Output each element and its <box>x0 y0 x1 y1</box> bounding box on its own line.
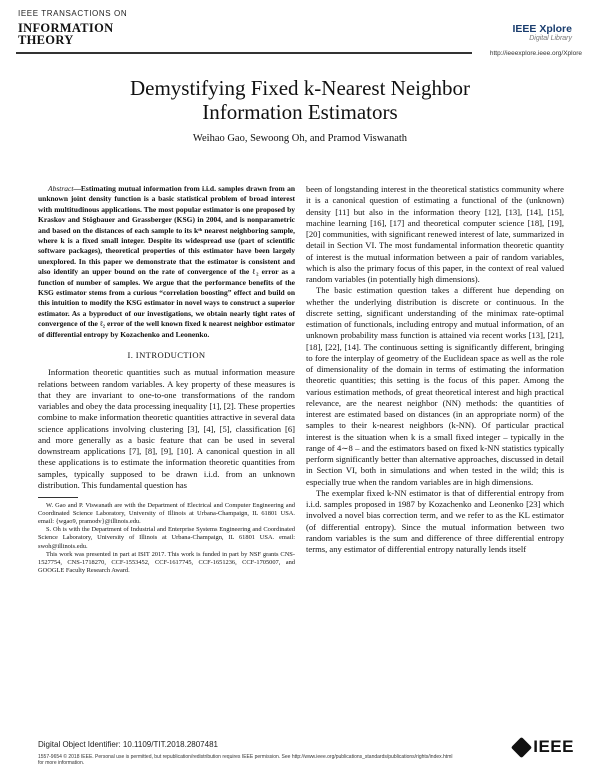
abstract <box>38 184 295 340</box>
abstract-text: —Estimating mutual information from i.i.d. samples drawn from an unknown joint density function is a basic statistical problem of broad interest with multitudinous applications. The most popular estimator is one proposed by Kraskov and Stögbauer and Grassberger (KSG) in 2004, and is nonparametric and based on the distances of each sample to its kᵗʰ nearest neighboring sample, where k is a fixed small integer. Despite its widespread use (part of scientific software packages), theoretical properties of this estimator have been largely unexplored. In this paper we demonstrate that the estimator is consistent and also identify an upper bound on the rate of convergence of the ℓ₂ error as a function of number of samples. We argue that the performance benefits of the KSG estimator stems from a curious “correlation boosting” effect and build on this intuition to modify the KSG estimator in novel ways to construct a superior estimator. As a byproduct of our investigations, we obtain nearly tight rates of convergence of the ℓ₂ error of the well known fixed k nearest neighbor estimator of differential entropy by Kozachenko and Leonenko. <box>38 184 295 339</box>
ieee-logo-text: IEEE <box>533 737 574 756</box>
author-list: Weihao Gao, Sewoong Oh, and Pramod Viswanath <box>192 133 408 144</box>
left-column <box>38 184 295 575</box>
journal-name-line1: INFORMATION <box>18 21 114 35</box>
copyright-notice: 1557-9654 © 2018 IEEE. Personal use is permitted, but republication/redistribution requires IEEE permission. See http://www.ieee.org/publications_standards/publications/rights/index.html for more information. <box>38 754 453 766</box>
paper-title <box>40 76 560 124</box>
footnote-rule <box>38 497 78 498</box>
xplore-url[interactable]: http://ieeexplore.ieee.org/Xplore <box>489 50 582 57</box>
header-rule <box>16 52 472 54</box>
ieee-diamond-icon <box>511 736 532 757</box>
intro-paragraph-1: Information theoretic quantities such as mutual information measure relations between random variables. A key property of these measures is that they are invariant to one-to-one transformations of the random variables and obey the data processing inequality [1], [2]. These properties combine to make information theoretic quantities attractive in several data science applications involving clustering [3], [4], [5], classification [6] and more generally as a basic feature that can be used in several downstream applications [7], [8], [9], [10]. A canonical question in all these applications is to estimate the information theoretic quantities from samples, typically supposed to be drawn i.i.d. from an unknown distribution. This fundamental question has <box>38 367 295 490</box>
abstract-label: Abstract <box>48 184 74 193</box>
journal-header <box>0 0 600 64</box>
journal-name <box>18 22 113 46</box>
doi-line: Digital Object Identifier: 10.1109/TIT.2018.2807481 <box>38 740 218 749</box>
ieee-xplore-logo <box>512 24 572 44</box>
body-paragraph-2: The basic estimation question takes a different hue depending on whether the underlying distribution is discrete or continuous. In the discrete setting, significant understanding of the minimax rate-optimal estimation of functionals, including entropy and mutual information, of an unknown probability mass function is attained via recent works [13], [21], [18], [22], [14]. The continuous setting is significantly different, bringing to fore the interplay of geometry of the Euclidean space as well as the role of dimensionality of the domain in terms of estimating the information theoretic quantities; this setting is the focus of this paper. Among the various estimation methods, of great theoretical interest and high practical relevance, are the nearest neighbor (NN) methods: the quantities of interest are estimated based on distances (in an appropriate norm) of the samples to their k-nearest neighbors (k-NN). Of particular practical interest is the situation when k is a small fixed integer – typically in the range of 4∼8 – and the estimators based on fixed k-NN statistics typically perform significantly better than alternative approaches, discussed in detail in Section VI, both in simulations and when tested in the wild; this is especially true when the random variables are in high dimensions. <box>306 285 564 487</box>
xplore-brand: IEEE Xplore <box>512 23 572 35</box>
xplore-subtitle: Digital Library <box>529 35 572 42</box>
body-paragraph-3: The exemplar fixed k-NN estimator is that of differential entropy from i.i.d. samples proposed in 1987 by Kozachenko and Leonenko [23] which involved a novel bias correction term, and we refer to as the KL estimator (of differential entropy). Since the mutual information between two random variables is the sum and difference of three differential entropy terms, any estimator of differential entropy naturally lends itself <box>306 487 564 554</box>
title-line-2: Information Estimators <box>202 100 398 124</box>
ieee-logo <box>514 737 574 757</box>
body-paragraph-1: been of longstanding interest in the theoretical statistics community where it is a canonical question of estimating a functional of the (unknown) density [11] but also in the information theory [12], [13], [14], [15], machine learning [16], [17] and theoretical computer science [18], [19], [20] communities, with significant renewed interest of late, summarized in detail in Section VI. The most fundamental information theoretic quantity of interest is the mutual information between a pair of random variables, which is also the primary focus of this paper, in the context of real valued random variables (in potentially high dimensions). <box>306 184 564 284</box>
footnote-affiliation-1: W. Gao and P. Viswanath are with the Department of Electrical and Computer Engineering and Coordinated Science Laboratory, University of Illinois at Urbana-Champaign, IL 61801 USA. email: {wgao9, pramodv}@illinois.edu. <box>38 502 295 526</box>
right-column <box>306 184 564 555</box>
journal-name-line2: THEORY <box>18 33 74 47</box>
footnote-funding: This work was presented in part at ISIT 2017. This work is funded in part by NSF grants CNS-1527754, CNS-1718270, CCF-1553452, CCF-1617745, CCF-1651236, CCF-1705007, and GOOGLE Faculty Research Award. <box>38 550 295 574</box>
journal-name-small: IEEE TRANSACTIONS ON <box>18 9 128 18</box>
section-heading-introduction: I. INTRODUCTION <box>127 350 206 361</box>
footnote-affiliation-2: S. Oh is with the Department of Industrial and Enterprise Systems Engineering and Coordinated Science Laboratory, University of Illinois at Urbana-Champaign, IL 61801 USA. email: swoh@illinois.edu. <box>38 526 295 550</box>
title-line-1: Demystifying Fixed k-Nearest Neighbor <box>129 76 470 100</box>
